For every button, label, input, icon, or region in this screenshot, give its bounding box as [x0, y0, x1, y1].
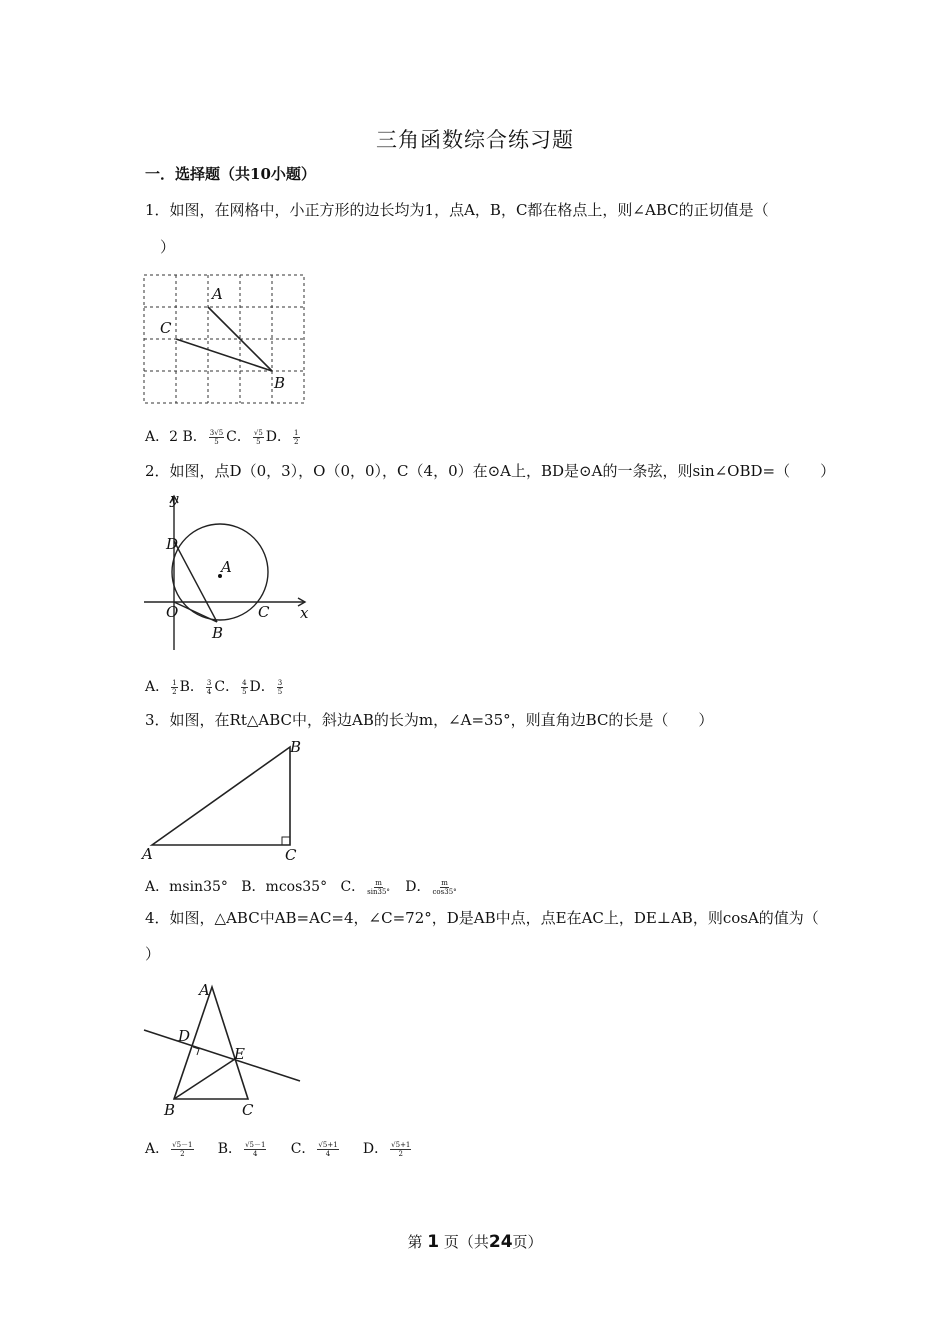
q2-label-a: A	[221, 558, 232, 576]
q4-label-e: E	[234, 1045, 245, 1063]
question-3-text: 3．如图，在Rt△ABC中，斜边AB的长为m，∠A=35°，则直角边BC的长是（ ）	[145, 711, 714, 729]
footer-suffix: 页）	[512, 1233, 543, 1251]
question-2-text: 2．如图，点D（0，3），O（0，0），C（4，0）在⊙A上，BD是⊙A的一条弦，则sin∠OBD=（ ）	[145, 462, 836, 480]
q4-option-b: B．	[217, 1141, 243, 1157]
q1-option-d-fraction: $\frac{1}{2}$	[294, 428, 299, 446]
q1-label-c: C	[160, 319, 172, 337]
q3-option-c: C．	[340, 879, 366, 895]
q1-option-a: A．2	[145, 429, 179, 445]
q3-label-a: A	[142, 845, 153, 863]
q4-option-a: A．	[145, 1141, 170, 1157]
q2-circle-figure	[140, 490, 320, 650]
triangle-abc	[152, 747, 290, 845]
q2-option-a: A．	[145, 679, 170, 695]
page-footer	[0, 1231, 950, 1252]
footer-prefix: 第	[407, 1233, 423, 1251]
q4-triangle-figure	[140, 975, 310, 1125]
q4-label-b: B	[164, 1101, 176, 1119]
right-angle-mark	[193, 1047, 199, 1055]
segment-be	[174, 1059, 235, 1099]
footer-page-number: 1	[427, 1232, 440, 1252]
q2-option-b-fraction: $\frac{3}{4}$	[206, 678, 212, 696]
q2-options	[145, 676, 285, 696]
question-4-continuation: ）	[145, 945, 161, 963]
q2-option-d: D．	[249, 679, 275, 695]
q2-option-c: C．	[214, 679, 240, 695]
q1-grid-figure	[140, 270, 310, 410]
q2-label-d: D	[166, 535, 179, 553]
question-1-text: 1．如图，在网格中，小正方形的边长均为1，点A，B，C都在格点上，则∠ABC的正切值是（	[145, 201, 769, 219]
q1-option-c: C．	[226, 429, 251, 445]
section-heading: 一．选择题（共10小题）	[145, 165, 316, 183]
q2-option-a-fraction: $\frac{1}{2}$	[172, 678, 177, 696]
q2-label-y: y	[170, 490, 179, 508]
q2-label-c: C	[258, 603, 270, 621]
q4-option-d: D．	[362, 1141, 389, 1157]
q3-option-b: B．mcos35°	[241, 879, 328, 895]
page-title: 三角函数综合练习题	[376, 128, 574, 152]
q4-option-d-fraction: $\frac{√5+1}{2}$	[391, 1140, 411, 1158]
q1-option-c-fraction: $\frac{√5}{5}$	[253, 428, 263, 446]
q3-label-b: B	[290, 738, 302, 756]
question-1-continuation: ）	[160, 238, 176, 256]
q4-label-c: C	[242, 1101, 254, 1119]
q1-label-a: A	[212, 285, 223, 303]
q4-option-a-fraction: $\frac{√5-1}{2}$	[172, 1140, 193, 1158]
circle-a	[172, 524, 268, 620]
q2-option-d-fraction: $\frac{3}{5}$	[277, 678, 283, 696]
footer-mid: 页（共	[443, 1233, 489, 1251]
perpendicular-line-de	[144, 1030, 300, 1081]
question-4-text: 4．如图，△ABC中AB=AC=4，∠C=72°，D是AB中点，点E在AC上，DE⊥AB，则cosA的值为（	[145, 909, 819, 927]
q3-option-d: D．	[405, 879, 431, 895]
q3-option-d-fraction: $\frac{m}{\cos 35^\circ}$	[432, 878, 457, 896]
q2-label-x: x	[300, 604, 309, 622]
right-angle-mark	[282, 837, 290, 845]
chord-bd	[174, 541, 217, 622]
q4-option-c: C．	[290, 1141, 316, 1157]
footer-total-pages: 24	[488, 1232, 513, 1252]
q3-option-c-fraction: $\frac{m}{\sin 35^\circ}$	[367, 878, 390, 896]
q2-option-b: B．	[179, 679, 204, 695]
q4-label-a: A	[199, 981, 210, 999]
q3-option-a: A．msin35°	[145, 879, 228, 895]
q2-label-b: B	[212, 624, 224, 642]
q4-option-c-fraction: $\frac{√5+1}{4}$	[318, 1140, 338, 1158]
q2-label-o: O	[166, 603, 179, 621]
q4-label-d: D	[178, 1027, 191, 1045]
q2-option-c-fraction: $\frac{4}{5}$	[242, 678, 247, 696]
q1-label-b: B	[274, 374, 286, 392]
q4-option-b-fraction: $\frac{√5-1}{4}$	[245, 1140, 266, 1158]
q4-options	[145, 1138, 413, 1158]
q1-option-b-fraction: $\frac{3√5}{5}$	[209, 428, 224, 446]
segment-cb	[176, 339, 272, 371]
q1-option-b: B．	[182, 429, 207, 445]
q3-label-c: C	[285, 846, 297, 864]
q3-options	[145, 876, 459, 896]
q3-triangle-figure	[140, 735, 320, 865]
segment-ob	[174, 602, 217, 622]
q1-option-d: D．	[265, 429, 292, 445]
q1-options	[145, 426, 302, 446]
